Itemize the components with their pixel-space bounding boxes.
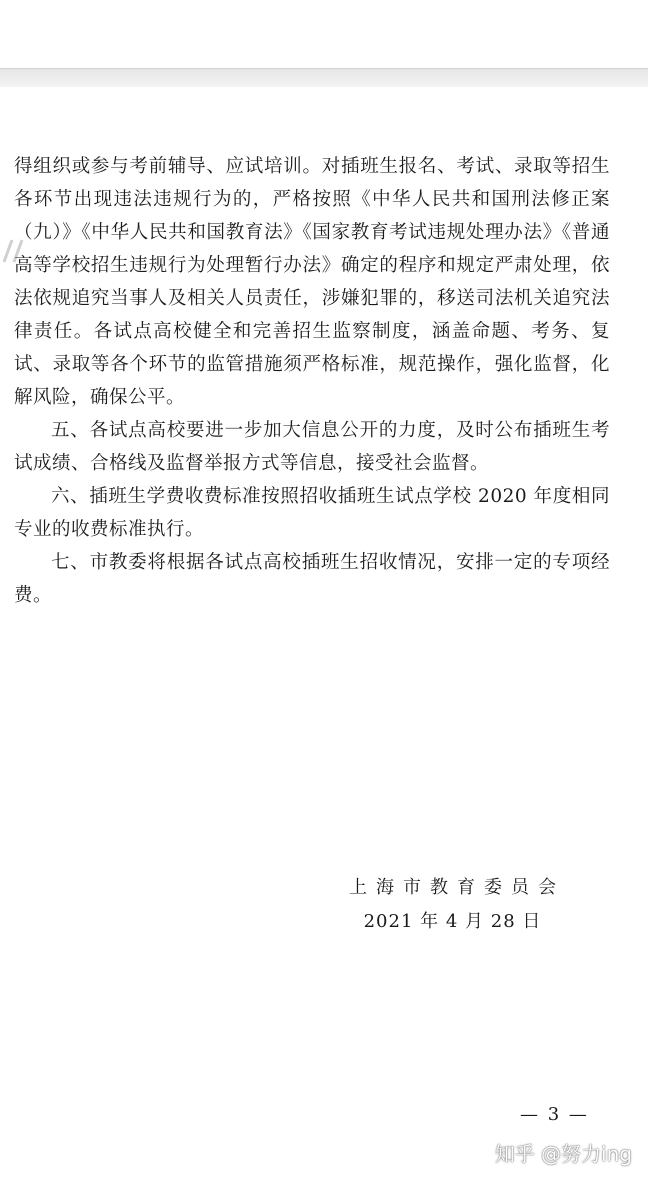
signature-block: [349, 871, 565, 939]
issue-date: 2021 年 4 月 28 日: [363, 911, 542, 932]
viewer-top-bar: [0, 68, 648, 88]
paragraph-item-7: 七、市教委将根据各试点高校插班生招收情况，安排一定的专项经费。: [14, 552, 610, 606]
paragraph-item-5: 五、各试点高校要进一步加大信息公开的力度，及时公布插班生考试成绩、合格线及监督举报方式等信息，接受社会监督。: [14, 420, 610, 474]
paragraph-continuation: 得组织或参与考前辅导、应试培训。对插班生报名、考试、录取等招生各环节出现违法违规行为的，严格按照《中华人民共和国刑法修正案（九）》《中华人民共和国教育法》《国家教育考试违规处理办法》《普通高等学校招生违规行为处理暂行办法》确定的程序和规定严肃处理，依法依规追究当事人及相关人员责任，涉嫌犯罪的，移送司法机关追究法律责任。各试点高校健全和完善招生监察制度，涵盖命题、考务、复试、录取等各个环节的监管措施须严格标准，规范操作，强化监督，化解风险，确保公平。: [14, 156, 610, 408]
paragraph-item-6: 六、插班生学费收费标准按照招收插班生试点学校 2020 年度相同专业的收费标准执行。: [14, 486, 610, 540]
page-number: — 3 —: [520, 1104, 589, 1125]
issuing-organization: 上海市教育委员会: [349, 877, 565, 898]
document-body: [14, 150, 610, 612]
zhihu-watermark: 知乎 @努力ing: [494, 1142, 632, 1166]
